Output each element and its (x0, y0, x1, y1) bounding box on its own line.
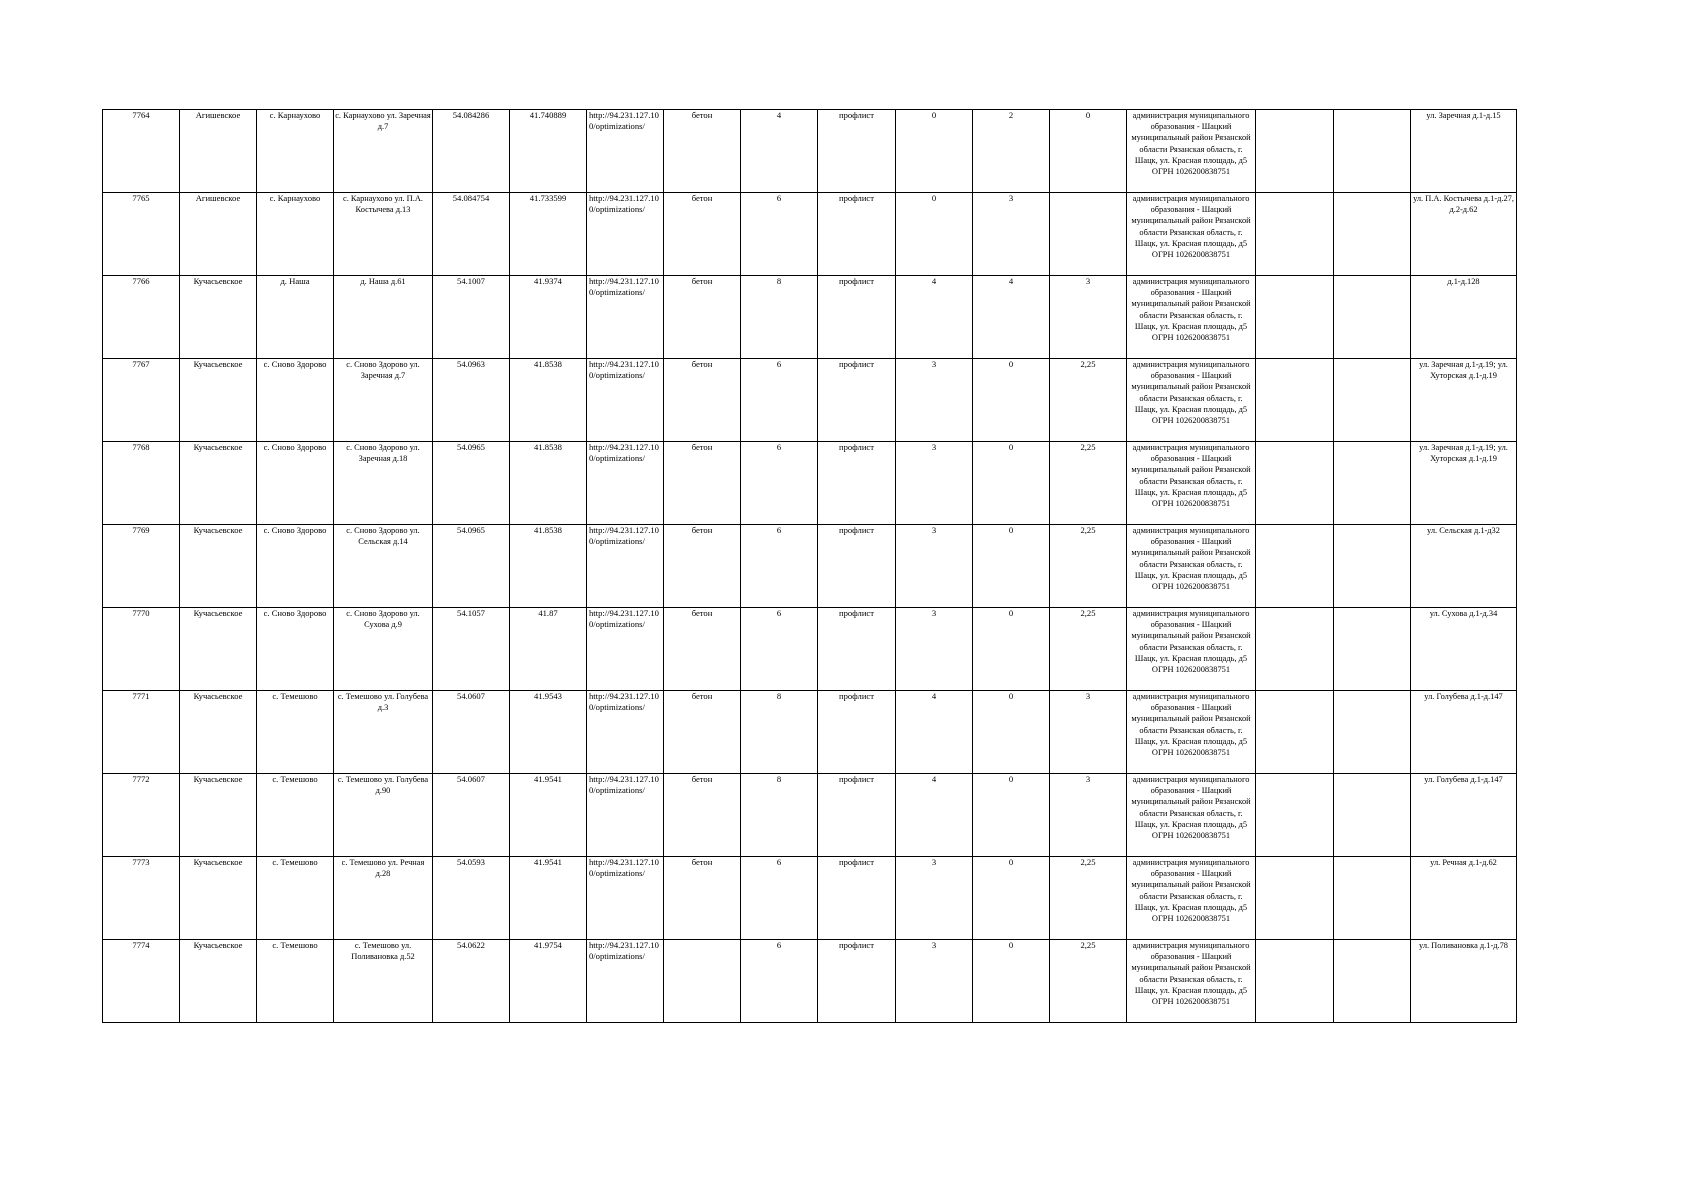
cell-count-2: 0 (973, 442, 1050, 525)
cell-url: http://94.231.127.100/optimizations/ (587, 442, 664, 525)
cell-volume: 2,25 (1050, 442, 1127, 525)
cell-settlement: Кучасьевское (180, 442, 257, 525)
cell-owner: администрация муниципального образования - Шацкий муниципальный район Рязанской области Рязанская область, г. Шацк, ул. Красная площадь, д5 ОГРН 1026200838751 (1127, 691, 1256, 774)
cell-address: с. Карнаухово ул. Заречная д.7 (334, 110, 433, 193)
cell-fence: профлист (818, 774, 896, 857)
cell-owner: администрация муниципального образования - Шацкий муниципальный район Рязанской области Рязанская область, г. Шацк, ул. Красная площадь, д5 ОГРН 1026200838751 (1127, 110, 1256, 193)
cell-url: http://94.231.127.100/optimizations/ (587, 193, 664, 276)
cell-id: 7767 (103, 359, 180, 442)
cell-owner: администрация муниципального образования - Шацкий муниципальный район Рязанской области Рязанская область, г. Шацк, ул. Красная площадь, д5 ОГРН 1026200838751 (1127, 193, 1256, 276)
cell-served-addresses: ул. Голубева д.1-д.147 (1411, 691, 1517, 774)
cell-count-2: 0 (973, 359, 1050, 442)
cell-url: http://94.231.127.100/optimizations/ (587, 857, 664, 940)
cell-fence: профлист (818, 442, 896, 525)
cell-empty-2 (1334, 276, 1411, 359)
cell-count-2: 0 (973, 525, 1050, 608)
cell-area: 6 (741, 193, 818, 276)
cell-surface: бетон (664, 442, 741, 525)
cell-area: 8 (741, 691, 818, 774)
cell-area: 8 (741, 774, 818, 857)
table-row (103, 940, 1517, 1023)
cell-address: с. Карнаухово ул. П.А. Костычева д.13 (334, 193, 433, 276)
cell-served-addresses: ул. Заречная д.1-д.19; ул. Хуторская д.1-д.19 (1411, 442, 1517, 525)
table-row (103, 608, 1517, 691)
cell-locality: с. Сново Здорово (257, 359, 334, 442)
cell-address: с. Темешово ул. Поливановка д.52 (334, 940, 433, 1023)
cell-locality: с. Темешово (257, 774, 334, 857)
cell-served-addresses: д.1-д.128 (1411, 276, 1517, 359)
cell-longitude: 41.9543 (510, 691, 587, 774)
cell-empty-1 (1256, 774, 1334, 857)
cell-url: http://94.231.127.100/optimizations/ (587, 940, 664, 1023)
cell-empty-2 (1334, 359, 1411, 442)
cell-count-2: 2 (973, 110, 1050, 193)
cell-owner: администрация муниципального образования - Шацкий муниципальный район Рязанской области Рязанская область, г. Шацк, ул. Красная площадь, д5 ОГРН 1026200838751 (1127, 442, 1256, 525)
cell-longitude: 41.9754 (510, 940, 587, 1023)
cell-locality: с. Темешово (257, 940, 334, 1023)
cell-volume: 2,25 (1050, 525, 1127, 608)
cell-count-1: 4 (896, 774, 973, 857)
cell-empty-1 (1256, 110, 1334, 193)
cell-locality: с. Темешово (257, 857, 334, 940)
cell-owner: администрация муниципального образования - Шацкий муниципальный район Рязанской области Рязанская область, г. Шацк, ул. Красная площадь, д5 ОГРН 1026200838751 (1127, 608, 1256, 691)
cell-address: с. Темешово ул. Речная д.28 (334, 857, 433, 940)
cell-count-2: 0 (973, 940, 1050, 1023)
cell-volume: 3 (1050, 774, 1127, 857)
cell-url: http://94.231.127.100/optimizations/ (587, 774, 664, 857)
cell-settlement: Кучасьевское (180, 525, 257, 608)
cell-surface: бетон (664, 608, 741, 691)
cell-settlement: Кучасьевское (180, 857, 257, 940)
cell-surface: бетон (664, 774, 741, 857)
cell-fence: профлист (818, 691, 896, 774)
cell-address: д. Наша д.61 (334, 276, 433, 359)
cell-surface: бетон (664, 525, 741, 608)
cell-address: с. Сново Здорово ул. Сухова д.9 (334, 608, 433, 691)
cell-empty-1 (1256, 193, 1334, 276)
cell-owner: администрация муниципального образования - Шацкий муниципальный район Рязанской области Рязанская область, г. Шацк, ул. Красная площадь, д5 ОГРН 1026200838751 (1127, 940, 1256, 1023)
cell-longitude: 41.8538 (510, 442, 587, 525)
cell-count-1: 3 (896, 940, 973, 1023)
cell-empty-2 (1334, 442, 1411, 525)
cell-longitude: 41.87 (510, 608, 587, 691)
cell-served-addresses: ул. Заречная д.1-д.15 (1411, 110, 1517, 193)
cell-id: 7771 (103, 691, 180, 774)
cell-latitude: 54.0593 (433, 857, 510, 940)
cell-settlement: Кучасьевское (180, 691, 257, 774)
cell-address: с. Сново Здорово ул. Сельская д.14 (334, 525, 433, 608)
cell-volume: 0 (1050, 110, 1127, 193)
cell-area: 6 (741, 940, 818, 1023)
cell-surface: бетон (664, 691, 741, 774)
cell-url: http://94.231.127.100/optimizations/ (587, 691, 664, 774)
cell-empty-2 (1334, 110, 1411, 193)
cell-empty-1 (1256, 691, 1334, 774)
cell-served-addresses: ул. Голубева д.1-д.147 (1411, 774, 1517, 857)
table-row (103, 359, 1517, 442)
cell-count-1: 3 (896, 857, 973, 940)
cell-empty-1 (1256, 608, 1334, 691)
cell-volume: 3 (1050, 276, 1127, 359)
cell-url: http://94.231.127.100/optimizations/ (587, 359, 664, 442)
cell-surface: бетон (664, 857, 741, 940)
cell-owner: администрация муниципального образования - Шацкий муниципальный район Рязанской области Рязанская область, г. Шацк, ул. Красная площадь, д5 ОГРН 1026200838751 (1127, 774, 1256, 857)
cell-empty-1 (1256, 442, 1334, 525)
cell-count-1: 3 (896, 525, 973, 608)
cell-id: 7769 (103, 525, 180, 608)
cell-latitude: 54.0607 (433, 691, 510, 774)
cell-longitude: 41.8538 (510, 525, 587, 608)
cell-served-addresses: ул. Сухова д.1-д.34 (1411, 608, 1517, 691)
cell-id: 7764 (103, 110, 180, 193)
cell-owner: администрация муниципального образования - Шацкий муниципальный район Рязанской области Рязанская область, г. Шацк, ул. Красная площадь, д5 ОГРН 1026200838751 (1127, 359, 1256, 442)
cell-served-addresses: ул. Поливановка д.1-д.78 (1411, 940, 1517, 1023)
cell-count-1: 4 (896, 276, 973, 359)
table-row (103, 691, 1517, 774)
cell-longitude: 41.9374 (510, 276, 587, 359)
cell-settlement: Кучасьевское (180, 608, 257, 691)
cell-empty-2 (1334, 857, 1411, 940)
cell-id: 7770 (103, 608, 180, 691)
cell-empty-2 (1334, 193, 1411, 276)
cell-latitude: 54.1057 (433, 608, 510, 691)
cell-latitude: 54.1007 (433, 276, 510, 359)
cell-fence: профлист (818, 276, 896, 359)
cell-owner: администрация муниципального образования - Шацкий муниципальный район Рязанской области Рязанская область, г. Шацк, ул. Красная площадь, д5 ОГРН 1026200838751 (1127, 276, 1256, 359)
cell-address: с. Сново Здорово ул. Заречная д.7 (334, 359, 433, 442)
cell-empty-2 (1334, 608, 1411, 691)
cell-surface: бетон (664, 110, 741, 193)
cell-locality: с. Карнаухово (257, 110, 334, 193)
cell-longitude: 41.9541 (510, 774, 587, 857)
cell-locality: с. Сново Здорово (257, 608, 334, 691)
cell-count-2: 0 (973, 608, 1050, 691)
cell-settlement: Кучасьевское (180, 359, 257, 442)
cell-served-addresses: ул. Сельская д.1-д32 (1411, 525, 1517, 608)
cell-locality: д. Наша (257, 276, 334, 359)
table-row (103, 442, 1517, 525)
table-row (103, 525, 1517, 608)
cell-count-2: 0 (973, 857, 1050, 940)
cell-served-addresses: ул. Заречная д.1-д.19; ул. Хуторская д.1-д.19 (1411, 359, 1517, 442)
table-row (103, 110, 1517, 193)
cell-latitude: 54.0963 (433, 359, 510, 442)
cell-count-1: 3 (896, 608, 973, 691)
table-row (103, 774, 1517, 857)
cell-empty-1 (1256, 359, 1334, 442)
cell-locality: с. Сново Здорово (257, 525, 334, 608)
cell-id: 7773 (103, 857, 180, 940)
cell-address: с. Сново Здорово ул. Заречная д.18 (334, 442, 433, 525)
cell-id: 7768 (103, 442, 180, 525)
table-row (103, 193, 1517, 276)
cell-area: 8 (741, 276, 818, 359)
cell-count-2: 0 (973, 774, 1050, 857)
cell-owner: администрация муниципального образования - Шацкий муниципальный район Рязанской области Рязанская область, г. Шацк, ул. Красная площадь, д5 ОГРН 1026200838751 (1127, 857, 1256, 940)
cell-url: http://94.231.127.100/optimizations/ (587, 525, 664, 608)
cell-fence: профлист (818, 857, 896, 940)
cell-area: 4 (741, 110, 818, 193)
cell-volume (1050, 193, 1127, 276)
cell-count-2: 4 (973, 276, 1050, 359)
cell-empty-1 (1256, 525, 1334, 608)
cell-id: 7774 (103, 940, 180, 1023)
cell-settlement: Агишевское (180, 193, 257, 276)
cell-url: http://94.231.127.100/optimizations/ (587, 608, 664, 691)
cell-id: 7772 (103, 774, 180, 857)
cell-area: 6 (741, 525, 818, 608)
cell-id: 7766 (103, 276, 180, 359)
cell-settlement: Кучасьевское (180, 774, 257, 857)
cell-volume: 2,25 (1050, 608, 1127, 691)
cell-volume: 2,25 (1050, 940, 1127, 1023)
cell-settlement: Кучасьевское (180, 276, 257, 359)
cell-longitude: 41.9541 (510, 857, 587, 940)
cell-empty-2 (1334, 525, 1411, 608)
cell-surface: бетон (664, 193, 741, 276)
cell-area: 6 (741, 442, 818, 525)
cell-volume: 2,25 (1050, 857, 1127, 940)
cell-volume: 3 (1050, 691, 1127, 774)
table-row (103, 276, 1517, 359)
cell-fence: профлист (818, 359, 896, 442)
container-sites-table (102, 109, 1517, 1023)
cell-address: с. Темешово ул. Голубева д.90 (334, 774, 433, 857)
cell-empty-2 (1334, 691, 1411, 774)
cell-id: 7765 (103, 193, 180, 276)
cell-address: с. Темешово ул. Голубева д.3 (334, 691, 433, 774)
cell-url: http://94.231.127.100/optimizations/ (587, 110, 664, 193)
cell-latitude: 54.084754 (433, 193, 510, 276)
cell-locality: с. Темешово (257, 691, 334, 774)
table-row (103, 857, 1517, 940)
cell-url: http://94.231.127.100/optimizations/ (587, 276, 664, 359)
cell-latitude: 54.0607 (433, 774, 510, 857)
cell-fence: профлист (818, 608, 896, 691)
cell-count-1: 4 (896, 691, 973, 774)
cell-count-2: 0 (973, 691, 1050, 774)
cell-latitude: 54.0965 (433, 525, 510, 608)
cell-fence: профлист (818, 940, 896, 1023)
table-body (103, 110, 1517, 1023)
cell-settlement: Агишевское (180, 110, 257, 193)
cell-empty-2 (1334, 940, 1411, 1023)
cell-count-1: 3 (896, 359, 973, 442)
cell-count-1: 3 (896, 442, 973, 525)
cell-empty-1 (1256, 276, 1334, 359)
cell-surface: бетон (664, 359, 741, 442)
cell-area: 6 (741, 608, 818, 691)
cell-area: 6 (741, 359, 818, 442)
cell-locality: с. Карнаухово (257, 193, 334, 276)
cell-settlement: Кучасьевское (180, 940, 257, 1023)
cell-served-addresses: ул. П.А. Костычева д.1-д.27, д.2-д.62 (1411, 193, 1517, 276)
cell-surface: бетон (664, 276, 741, 359)
cell-longitude: 41.733599 (510, 193, 587, 276)
cell-count-2: 3 (973, 193, 1050, 276)
cell-surface (664, 940, 741, 1023)
cell-fence: профлист (818, 110, 896, 193)
cell-owner: администрация муниципального образования - Шацкий муниципальный район Рязанской области Рязанская область, г. Шацк, ул. Красная площадь, д5 ОГРН 1026200838751 (1127, 525, 1256, 608)
cell-empty-2 (1334, 774, 1411, 857)
cell-area: 6 (741, 857, 818, 940)
cell-empty-1 (1256, 857, 1334, 940)
cell-longitude: 41.8538 (510, 359, 587, 442)
cell-count-1: 0 (896, 110, 973, 193)
cell-longitude: 41.740889 (510, 110, 587, 193)
cell-latitude: 54.0965 (433, 442, 510, 525)
cell-locality: с. Сново Здорово (257, 442, 334, 525)
cell-count-1: 0 (896, 193, 973, 276)
cell-latitude: 54.0622 (433, 940, 510, 1023)
cell-empty-1 (1256, 940, 1334, 1023)
cell-volume: 2,25 (1050, 359, 1127, 442)
cell-latitude: 54.084286 (433, 110, 510, 193)
cell-fence: профлист (818, 193, 896, 276)
cell-fence: профлист (818, 525, 896, 608)
cell-served-addresses: ул. Речная д.1-д.62 (1411, 857, 1517, 940)
